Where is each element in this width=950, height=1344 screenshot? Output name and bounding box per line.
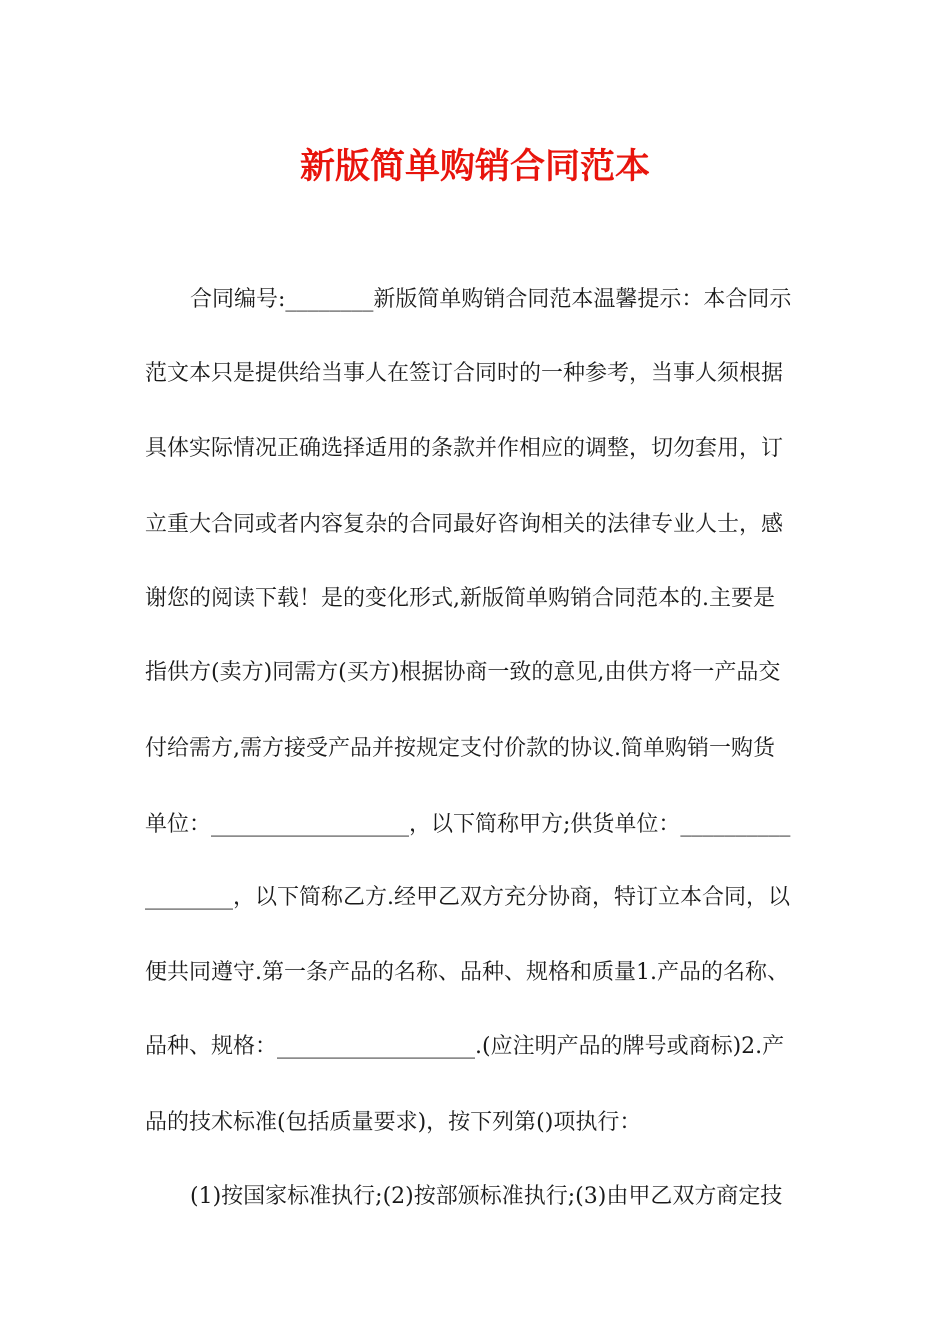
- document-title: 新版简单购销合同范本: [299, 147, 650, 187]
- paragraph-line: 合同编号:________新版简单购销合同范本温馨提示：本合同示: [190, 287, 792, 312]
- paragraph-line: 付给需方,需方接受产品并按规定支付价款的协议.简单购销一购货: [145, 736, 775, 761]
- paragraph-line: ________，以下简称乙方.经甲乙双方充分协商，特订立本合同，以: [145, 885, 790, 910]
- paragraph-line: 谢您的阅读下载！是的变化形式,新版简单购销合同范本的.主要是: [145, 586, 775, 611]
- paragraph-line: (1)按国家标准执行;(2)按部颁标准执行;(3)由甲乙双方商定技: [190, 1184, 783, 1209]
- paragraph-line: 范文本只是提供给当事人在签订合同时的一种参考，当事人须根据: [145, 361, 784, 386]
- paragraph-line: 立重大合同或者内容复杂的合同最好咨询相关的法律专业人士，感: [145, 512, 784, 537]
- paragraph-line: 指供方(卖方)同需方(买方)根据协商一致的意见,由供方将一产品交: [145, 660, 781, 685]
- paragraph-line: 具体实际情况正确选择适用的条款并作相应的调整，切勿套用，订: [145, 436, 784, 461]
- paragraph-line: 便共同遵守.第一条产品的名称、品种、规格和质量1.产品的名称、: [145, 960, 789, 985]
- paragraph-line: 品的技术标准(包括质量要求)，按下列第()项执行：: [145, 1110, 642, 1135]
- paragraph-line: 品种、规格：__________________.(应注明产品的牌号或商标)2.产: [145, 1034, 785, 1059]
- paragraph-line: 单位：__________________，以下简称甲方;供货单位：__________: [145, 812, 791, 837]
